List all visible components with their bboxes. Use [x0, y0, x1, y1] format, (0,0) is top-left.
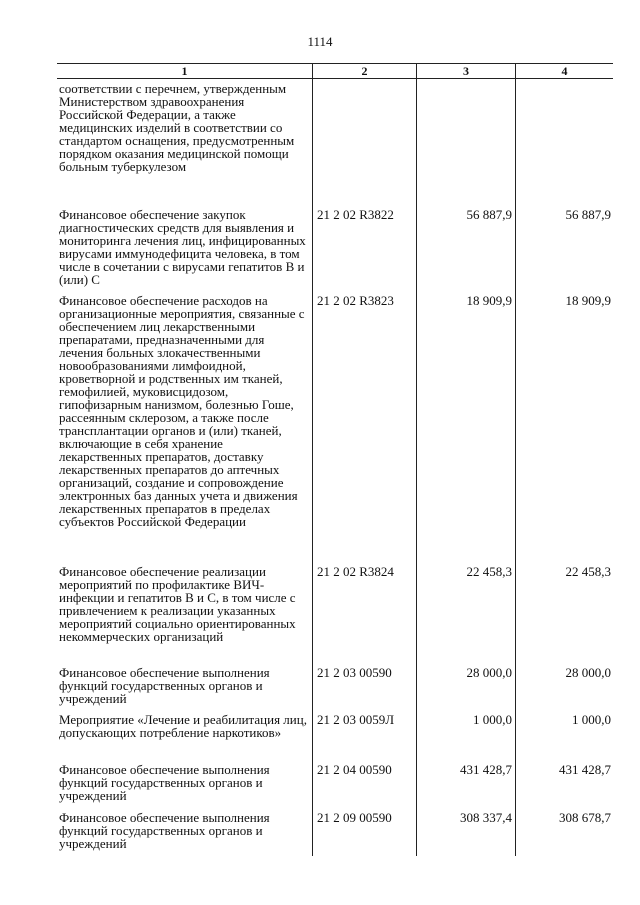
row-description: Финансовое обеспечение выполнения функций государственных органов и учреждений: [59, 665, 270, 706]
column-header-1: 1: [181, 64, 188, 78]
row-description: Мероприятие «Лечение и реабилитация лиц, допускающих потребление наркотиков»: [59, 712, 307, 740]
row-value-4: [515, 79, 613, 205]
row-code: 21 2 02 R3824: [312, 562, 416, 663]
column-header-2: 2: [312, 64, 416, 78]
row-value-4: 431 428,7: [515, 760, 613, 808]
table-row: [57, 760, 613, 808]
table-header-row: [57, 63, 613, 79]
table-row: [57, 205, 613, 291]
column-header-3: 3: [416, 64, 515, 78]
row-value-3: [416, 79, 515, 205]
table-row: [57, 291, 613, 562]
row-code: 21 2 02 R3822: [312, 205, 416, 291]
row-value-3: 28 000,0: [416, 663, 515, 710]
table-row: [57, 562, 613, 663]
row-description: соответствии с перечнем, утвержденным Министерством здравоохранения Российской Федерации, а также медицинских изделий в соответствии со стандартом оснащения, предусмотренным порядком оказания медицинской помощи больным туберкулезом: [59, 81, 295, 174]
row-value-4: 28 000,0: [515, 663, 613, 710]
row-value-4: 1 000,0: [515, 710, 613, 760]
row-value-4: 22 458,3: [515, 562, 613, 663]
row-value-3: 56 887,9: [416, 205, 515, 291]
table-row: [57, 808, 613, 856]
row-value-4: 308 678,7: [515, 808, 613, 856]
row-value-3: 22 458,3: [416, 562, 515, 663]
column-header-4: 4: [515, 64, 613, 78]
row-code: [312, 79, 416, 205]
row-value-3: 308 337,4: [416, 808, 515, 856]
row-description: Финансовое обеспечение реализации мероприятий по профилактике ВИЧ-инфекции и гепатитов B и C, в том числе с привлечением к реализации указанных мероприятий социально ориентированных некоммерческих организаций: [59, 564, 296, 644]
row-value-4: 18 909,9: [515, 291, 613, 562]
table-row: [57, 79, 613, 205]
row-code: 21 2 03 0059Л: [312, 710, 416, 760]
row-code: 21 2 09 00590: [312, 808, 416, 856]
row-value-3: 18 909,9: [416, 291, 515, 562]
row-code: 21 2 03 00590: [312, 663, 416, 710]
budget-table: [57, 63, 613, 856]
row-description: Финансовое обеспечение выполнения функций государственных органов и учреждений: [59, 762, 270, 803]
row-code: 21 2 02 R3823: [312, 291, 416, 562]
row-value-3: 1 000,0: [416, 710, 515, 760]
row-value-4: 56 887,9: [515, 205, 613, 291]
page-number: 1114: [307, 34, 333, 49]
row-value-3: 431 428,7: [416, 760, 515, 808]
row-description: Финансовое обеспечение выполнения функций государственных органов и учреждений: [59, 810, 270, 851]
table-body: [57, 79, 613, 856]
table-row: [57, 663, 613, 710]
row-description: Финансовое обеспечение закупок диагностических средств для выявления и мониторинга лечения лиц, инфицированных вирусами иммунодефицита человека, в том числе в сочетании с вирусами гепатитов B и (или) C: [59, 207, 306, 287]
row-description: Финансовое обеспечение расходов на организационные мероприятия, связанные с обеспечением лиц лекарственными препаратами, предназначенными для лечения больных злокачественными новообразованиями лимфоидной, кроветворной и родственных им тканей, гемофилией, муковисцидозом, гипофизарным нанизмом, болезнью Гоше, рассеянным склерозом, а также после трансплантации органов и (или) тканей, включающие в себя хранение лекарственных препаратов, доставку лекарственных препаратов до аптечных организаций, создание и сопровождение электронных баз данных учета и движения лекарственных препаратов в пределах субъектов Российской Федерации: [59, 293, 305, 529]
row-code: 21 2 04 00590: [312, 760, 416, 808]
table-row: [57, 710, 613, 760]
